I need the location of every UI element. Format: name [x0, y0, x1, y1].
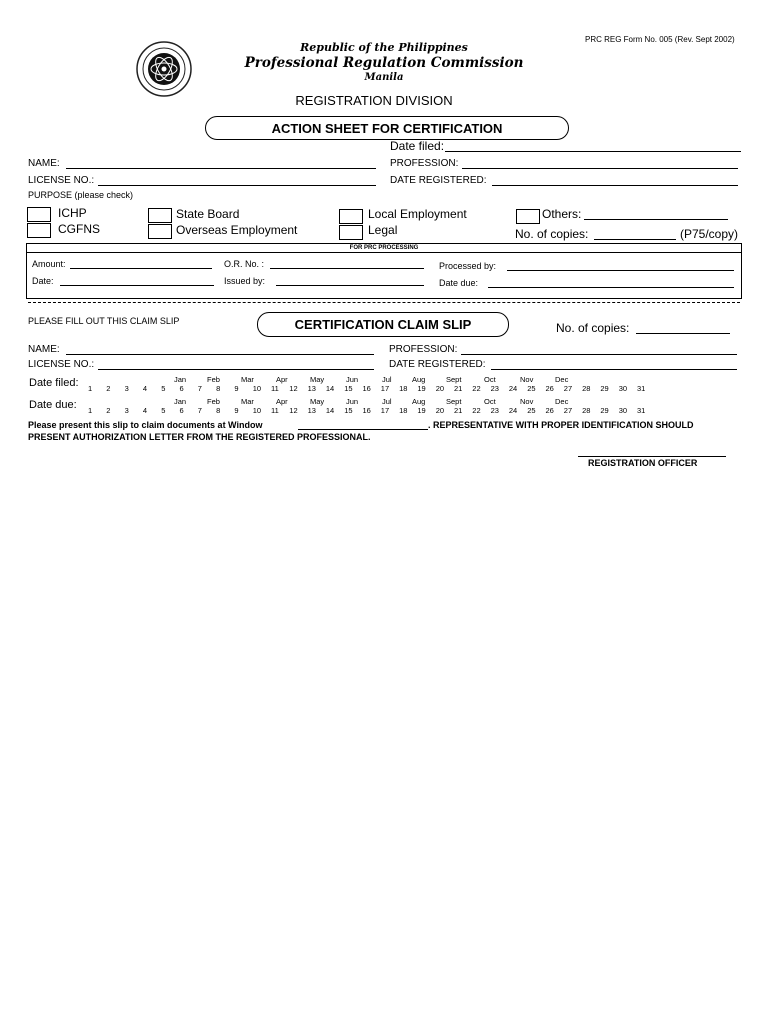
- date-registered-field[interactable]: [492, 185, 738, 186]
- due-day-4[interactable]: 4: [142, 406, 148, 415]
- date-filed-label: Date filed:: [390, 139, 445, 153]
- filed-day-17[interactable]: 17: [380, 384, 390, 393]
- republic-title: Republic of the Philippines: [300, 41, 468, 54]
- prc-processing-box: [26, 243, 742, 299]
- filed-day-21[interactable]: 21: [454, 384, 463, 393]
- due-day-26[interactable]: 26: [545, 406, 554, 415]
- due-day-10[interactable]: 10: [252, 406, 262, 415]
- due-day-3[interactable]: 3: [124, 406, 129, 415]
- filed-day-13[interactable]: 13: [307, 384, 316, 393]
- due-day-15[interactable]: 15: [344, 406, 353, 415]
- claim-name-field[interactable]: [66, 354, 374, 355]
- filed-month-may[interactable]: May: [310, 375, 325, 384]
- due-day-25[interactable]: 25: [527, 406, 536, 415]
- due-day-5[interactable]: 5: [161, 406, 166, 415]
- due-day-22[interactable]: 22: [472, 406, 481, 415]
- copy-rate: (P75/copy): [680, 227, 739, 241]
- others-label: Others:: [542, 207, 582, 221]
- overseas-checkbox[interactable]: [148, 224, 172, 239]
- others-field[interactable]: [584, 219, 728, 220]
- action-sheet-title: ACTION SHEET FOR CERTIFICATION: [205, 116, 569, 140]
- date-registered-label: DATE REGISTERED:: [390, 175, 487, 186]
- due-day-17[interactable]: 17: [380, 406, 390, 415]
- due-day-21[interactable]: 21: [454, 406, 463, 415]
- due-day-8[interactable]: 8: [216, 406, 221, 415]
- state-board-checkbox[interactable]: [148, 208, 172, 223]
- processed-by-label: Processed by:: [439, 261, 497, 271]
- claim-date-filed-label: Date filed:: [29, 377, 79, 389]
- processed-by-field[interactable]: [507, 270, 734, 271]
- filed-month-mar[interactable]: Mar: [241, 375, 254, 384]
- filed-month-feb[interactable]: Feb: [207, 375, 220, 384]
- due-day-12[interactable]: 12: [289, 406, 298, 415]
- claim-slip-title: CERTIFICATION CLAIM SLIP: [257, 312, 509, 337]
- cgfns-label: CGFNS: [58, 222, 100, 236]
- due-month-feb[interactable]: Feb: [207, 397, 220, 406]
- division-title: REGISTRATION DIVISION: [295, 93, 453, 108]
- ichp-label: ICHP: [58, 206, 87, 220]
- filed-day-24[interactable]: 24: [508, 384, 518, 393]
- or-no-field[interactable]: [270, 268, 424, 269]
- cut-line: [28, 302, 740, 303]
- date-label: Date:: [32, 276, 54, 286]
- due-month-aug[interactable]: Aug: [412, 397, 426, 406]
- claim-license-field[interactable]: [98, 369, 374, 370]
- profession-field[interactable]: [462, 168, 738, 169]
- filed-day-3[interactable]: 3: [124, 384, 129, 393]
- window-field[interactable]: [298, 429, 428, 430]
- legal-label: Legal: [368, 223, 398, 237]
- due-day-27[interactable]: 27: [563, 406, 573, 415]
- local-employment-checkbox[interactable]: [339, 209, 363, 224]
- purpose-label: PURPOSE (please check): [28, 190, 134, 200]
- filed-month-nov[interactable]: Nov: [520, 375, 534, 384]
- filed-day-8[interactable]: 8: [216, 384, 221, 393]
- due-month-apr[interactable]: Apr: [276, 397, 288, 406]
- filed-day-19[interactable]: 19: [417, 384, 426, 393]
- form-number: PRC REG Form No. 005 (Rev. Sept 2002): [585, 35, 735, 44]
- claim-date-due-label: Date due:: [29, 399, 77, 411]
- due-day-9[interactable]: 9: [234, 406, 239, 415]
- due-month-oct[interactable]: Oct: [484, 397, 496, 406]
- amount-label: Amount:: [32, 259, 66, 269]
- due-month-jul[interactable]: Jul: [382, 397, 392, 406]
- issued-by-field[interactable]: [276, 285, 424, 286]
- city-title: Manila: [364, 72, 404, 83]
- claim-date-registered-label: DATE REGISTERED:: [389, 359, 486, 370]
- filed-day-11[interactable]: 11: [271, 384, 279, 393]
- due-day-16[interactable]: 16: [362, 406, 371, 415]
- state-board-label: State Board: [176, 207, 240, 221]
- others-checkbox[interactable]: [516, 209, 540, 224]
- filed-day-4[interactable]: 4: [142, 384, 148, 393]
- filed-month-dec[interactable]: Dec: [555, 375, 569, 384]
- officer-signature-line[interactable]: [578, 456, 726, 457]
- due-day-2[interactable]: 2: [106, 406, 111, 415]
- filed-day-20[interactable]: 20: [435, 384, 445, 393]
- due-day-6[interactable]: 6: [179, 406, 184, 415]
- due-month-dec[interactable]: Dec: [555, 397, 569, 406]
- filed-month-aug[interactable]: Aug: [412, 375, 426, 384]
- due-day-19[interactable]: 19: [417, 406, 426, 415]
- due-day-11[interactable]: 11: [271, 406, 279, 415]
- filed-day-29[interactable]: 29: [600, 384, 609, 393]
- overseas-label: Overseas Employment: [176, 223, 298, 237]
- claim-instruction: PLEASE FILL OUT THIS CLAIM SLIP: [28, 316, 180, 326]
- due-day-14[interactable]: 14: [325, 406, 335, 415]
- processing-title: FOR PRC PROCESSING: [27, 244, 741, 253]
- date-field[interactable]: [60, 285, 214, 286]
- filed-day-14[interactable]: 14: [325, 384, 335, 393]
- copies-label: No. of copies:: [515, 227, 589, 241]
- due-day-31[interactable]: 31: [637, 406, 646, 415]
- claim-profession-label: PROFESSION:: [389, 344, 458, 355]
- filed-day-18[interactable]: 18: [399, 384, 408, 393]
- issued-by-label: Issued by:: [224, 276, 266, 286]
- license-label: LICENSE NO.:: [28, 175, 95, 186]
- notice-line1-a: Please present this slip to claim documents at Window: [28, 420, 263, 430]
- filed-month-jun[interactable]: Jun: [346, 375, 359, 384]
- cgfns-checkbox[interactable]: [27, 223, 51, 238]
- amount-field[interactable]: [70, 268, 212, 269]
- due-day-1[interactable]: 1: [88, 406, 93, 415]
- due-month-jan[interactable]: Jan: [174, 397, 187, 406]
- due-day-13[interactable]: 13: [307, 406, 316, 415]
- date-filed-field[interactable]: [445, 151, 741, 152]
- notice-line2: PRESENT AUTHORIZATION LETTER FROM THE REGISTERED PROFESSIONAL.: [28, 432, 371, 442]
- due-month-sept[interactable]: Sept: [446, 397, 462, 406]
- due-month-may[interactable]: May: [310, 397, 325, 406]
- commission-title: Professional Regulation Commission: [244, 55, 524, 71]
- filed-month-jul[interactable]: Jul: [382, 375, 392, 384]
- filed-day-2[interactable]: 2: [106, 384, 111, 393]
- claim-date-registered-field[interactable]: [491, 369, 737, 370]
- due-day-29[interactable]: 29: [600, 406, 609, 415]
- filed-day-10[interactable]: 10: [252, 384, 262, 393]
- due-month-nov[interactable]: Nov: [520, 397, 534, 406]
- filed-day-7[interactable]: 7: [197, 384, 202, 393]
- copies-field[interactable]: [594, 239, 676, 240]
- filed-day-25[interactable]: 25: [527, 384, 536, 393]
- filed-day-26[interactable]: 26: [545, 384, 554, 393]
- claim-license-label: LICENSE NO.:: [28, 359, 95, 370]
- filed-day-1[interactable]: 1: [88, 384, 93, 393]
- due-day-30[interactable]: 30: [618, 406, 628, 415]
- due-month-jun[interactable]: Jun: [346, 397, 359, 406]
- profession-label: PROFESSION:: [390, 158, 459, 169]
- filed-day-28[interactable]: 28: [582, 384, 591, 393]
- due-day-18[interactable]: 18: [399, 406, 408, 415]
- officer-label: REGISTRATION OFFICER: [588, 458, 698, 468]
- due-day-28[interactable]: 28: [582, 406, 591, 415]
- date-due-field[interactable]: [488, 287, 734, 288]
- claim-profession-field[interactable]: [461, 354, 737, 355]
- filed-day-22[interactable]: 22: [472, 384, 481, 393]
- filed-day-6[interactable]: 6: [179, 384, 184, 393]
- ichp-checkbox[interactable]: [27, 207, 51, 222]
- due-day-7[interactable]: 7: [197, 406, 202, 415]
- filed-day-15[interactable]: 15: [344, 384, 353, 393]
- filed-day-12[interactable]: 12: [289, 384, 298, 393]
- filed-day-23[interactable]: 23: [490, 384, 499, 393]
- due-day-23[interactable]: 23: [490, 406, 499, 415]
- filed-day-16[interactable]: 16: [362, 384, 371, 393]
- filed-month-apr[interactable]: Apr: [276, 375, 288, 384]
- claim-name-label: NAME:: [28, 344, 60, 355]
- filed-day-31[interactable]: 31: [637, 384, 646, 393]
- or-no-label: O.R. No. :: [224, 259, 265, 269]
- filed-day-30[interactable]: 30: [618, 384, 628, 393]
- filed-day-5[interactable]: 5: [161, 384, 166, 393]
- filed-month-jan[interactable]: Jan: [174, 375, 187, 384]
- license-field[interactable]: [98, 185, 376, 186]
- claim-copies-label: No. of copies:: [556, 321, 630, 335]
- filed-day-9[interactable]: 9: [234, 384, 239, 393]
- due-month-mar[interactable]: Mar: [241, 397, 254, 406]
- filed-month-sept[interactable]: Sept: [446, 375, 462, 384]
- name-label: NAME:: [28, 158, 60, 169]
- notice-line1-b: . REPRESENTATIVE WITH PROPER IDENTIFICATION SHOULD: [428, 420, 694, 430]
- due-day-24[interactable]: 24: [508, 406, 518, 415]
- local-employment-label: Local Employment: [368, 207, 467, 221]
- legal-checkbox[interactable]: [339, 225, 363, 240]
- filed-month-oct[interactable]: Oct: [484, 375, 496, 384]
- name-field[interactable]: [66, 168, 376, 169]
- due-day-20[interactable]: 20: [435, 406, 445, 415]
- date-due-label: Date due:: [439, 278, 479, 288]
- filed-day-27[interactable]: 27: [563, 384, 573, 393]
- claim-copies-field[interactable]: [636, 333, 730, 334]
